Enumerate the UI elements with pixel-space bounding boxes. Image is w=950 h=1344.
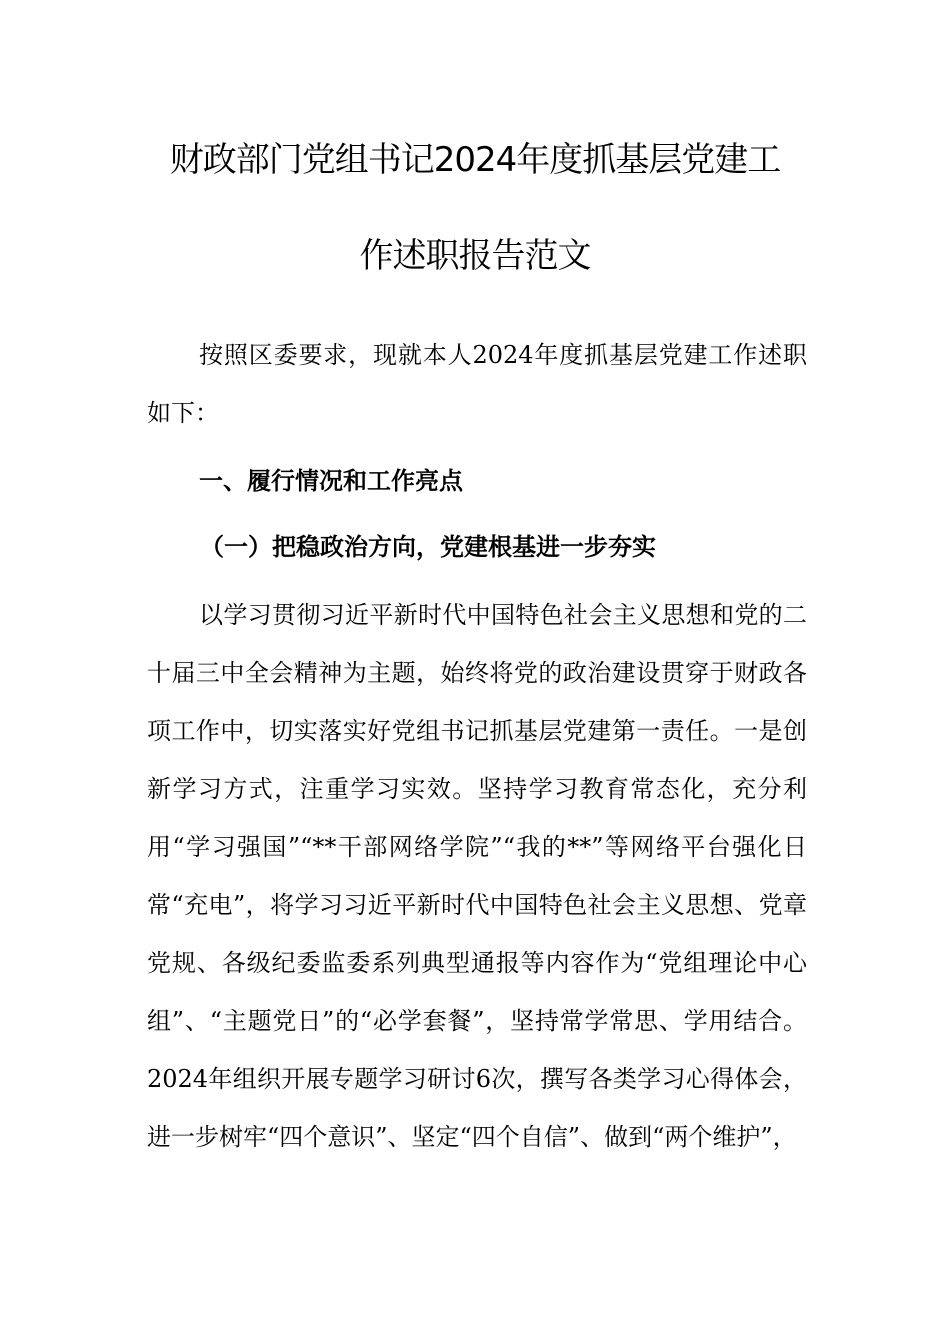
intro-paragraph: 按照区委要求，现就本人2024年度抓基层党建工作述职如下： — [147, 341, 807, 427]
document-title-line-2: 作述职报告范文 — [359, 236, 591, 276]
document-title-line-1: 财政部门党组书记2024年度抓基层党建工 — [169, 140, 781, 180]
section-heading: 一、履行情况和工作亮点 — [199, 466, 463, 495]
subsection-heading: （一）把稳政治方向，党建根基进一步夯实 — [200, 532, 656, 561]
body-paragraph: 以学习贯彻习近平新时代中国特色社会主义思想和党的二十届三中全会精神为主题，始终将党的政治建设贯穿于财政各项工作中，切实落实好党组书记抓基层党建第一责任。一是创新学习方式，注重学习实效。坚持学习教育常态化，充分利用“学习强国”“**干部网络学院”“我的**”等网络平台强化日常“充电”，将学习习近平新时代中国特色社会主义思想、党章党规、各级纪委监委系列典型通报等内容作为“党组理论中心组”、“主题党日”的“必学套餐”，坚持常学常思、学用结合。2024年组织开展专题学习研讨6次，撰写各类学习心得体会，进一步树牢“四个意识”、坚定“四个自信”、做到“两个维护”， — [147, 601, 807, 1151]
